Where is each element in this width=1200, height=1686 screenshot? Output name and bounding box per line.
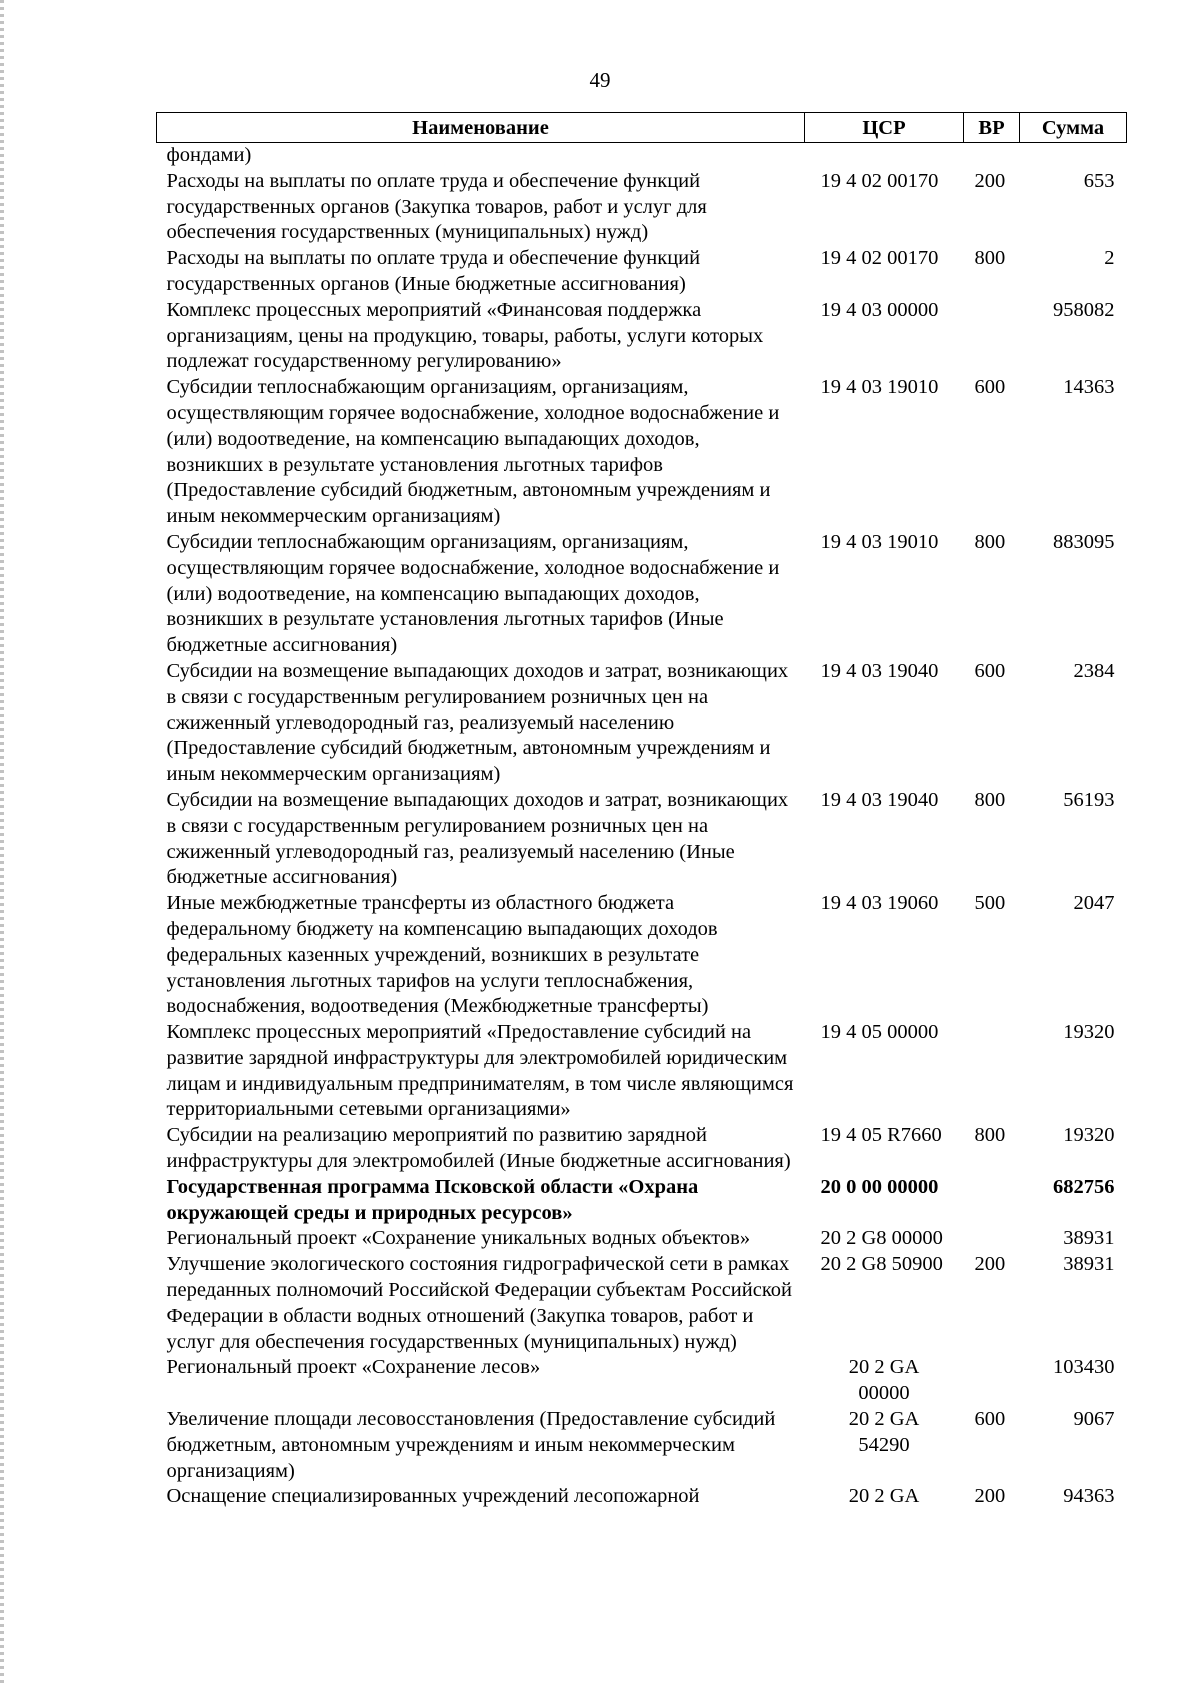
cell-vr: 800 xyxy=(974,530,1006,553)
cell-name: Государственная программа Псковской области «Охрана окружающей среды и природных ресурсов» xyxy=(166,1175,699,1224)
cell-sum: 2384 xyxy=(1073,659,1115,682)
cell-name: фондами) xyxy=(166,144,252,166)
cell-csr: 19 4 02 00170 xyxy=(820,169,939,192)
cell-vr: 800 xyxy=(974,1124,1006,1147)
table-row xyxy=(157,1226,1127,1252)
cell-csr: 19 4 05 00000 xyxy=(820,1021,939,1044)
cell-vr: 200 xyxy=(974,1485,1006,1508)
cell-sum: 19320 xyxy=(1063,1021,1115,1044)
table-row xyxy=(157,1355,1127,1407)
cell-vr: 800 xyxy=(974,788,1006,811)
cell-vr: 500 xyxy=(974,892,1006,915)
table-header xyxy=(157,113,1127,143)
cell-csr: 19 4 03 00000 xyxy=(820,298,939,321)
table-row xyxy=(157,1175,1127,1227)
cell-csr: 19 4 03 19040 xyxy=(820,659,939,682)
header-vr: ВР xyxy=(964,113,1020,143)
table-row xyxy=(157,1123,1127,1175)
table-row xyxy=(157,891,1127,1020)
cell-sum: 883095 xyxy=(1053,530,1115,553)
cell-csr: 19 4 03 19010 xyxy=(820,530,939,553)
cell-csr: 19 4 05 R7660 xyxy=(820,1124,942,1147)
cell-name: Субсидии на возмещение выпадающих доходов и затрат, возникающих в связи с государственным регулированием розничных цен на сжиженный углеводородный газ, реализуемый населению (Иные бюджетные ассигнования) xyxy=(166,788,789,889)
cell-name: Субсидии теплоснабжающим организациям, организациям, осуществляющим горячее водоснабжение, холодное водоснабжение и (или) водоотведение, на компенсацию выпадающих доходов, возникших в результате установления льготных тарифов (Иные бюджетные ассигнования) xyxy=(166,530,780,657)
cell-sum: 958082 xyxy=(1053,298,1115,321)
cell-sum: 14363 xyxy=(1063,376,1115,399)
cell-csr: 20 0 00 00000 xyxy=(820,1175,939,1198)
cell-name: Региональный проект «Сохранение лесов» xyxy=(166,1356,541,1379)
cell-vr: 600 xyxy=(974,376,1006,399)
cell-name: Расходы на выплаты по оплате труда и обеспечение функций государственных органов (Иные бюджетные ассигнования) xyxy=(166,247,701,295)
scan-edge-artifact xyxy=(0,0,4,1686)
cell-csr: 19 4 03 19010 xyxy=(820,376,939,399)
table-row xyxy=(157,246,1127,298)
cell-name: Региональный проект «Сохранение уникальных водных объектов» xyxy=(166,1227,751,1250)
cell-vr xyxy=(964,1020,1020,1123)
cell-name: Комплекс процессных мероприятий «Финансовая поддержка организациям, цены на продукцию, товары, работы, услуги которых подлежат государственному регулированию» xyxy=(166,298,764,373)
cell-sum: 56193 xyxy=(1063,788,1115,811)
cell-vr: 600 xyxy=(974,659,1006,682)
cell-name: Комплекс процессных мероприятий «Предоставление субсидий на развитие зарядной инфраструктуры для электромобилей юридическим лицам и индивидуальным предпринимателям, в том числе являющимся территориальными сетевыми организациями» xyxy=(166,1021,794,1121)
cell-sum: 2047 xyxy=(1073,892,1115,915)
budget-table-container xyxy=(156,112,1126,1510)
table-row xyxy=(157,530,1127,659)
cell-csr xyxy=(805,143,964,169)
table-row xyxy=(157,1407,1127,1484)
cell-name: Иные межбюджетные трансферты из областного бюджета федеральному бюджету на компенсацию выпадающих доходов федеральных казенных учреждений, возникших в результате установления льготных тарифов на услуги теплоснабжения, водоснабжения, водоотведения (Межбюджетные трансферты) xyxy=(166,892,718,1018)
cell-name: Субсидии на реализацию мероприятий по развитию зарядной инфраструктуры для электромобилей (Иные бюджетные ассигнования) xyxy=(166,1124,791,1173)
cell-csr: 20 2 GA xyxy=(848,1485,920,1508)
cell-csr: 19 4 03 19060 xyxy=(820,892,939,915)
cell-name: Субсидии теплоснабжающим организациям, организациям, осуществляющим горячее водоснабжение, холодное водоснабжение и (или) водоотведение, на компенсацию выпадающих доходов, возникших в результате установления льготных тарифов (Предоставление субсидий бюджетным, автономным учреждениям и иным некоммерческим организациям) xyxy=(166,376,780,528)
cell-name: Увеличение площади лесовосстановления (Предоставление субсидий бюджетным, автономным учреждениям и иным некоммерческим организациям) xyxy=(166,1408,776,1482)
cell-sum: 2 xyxy=(1104,247,1115,270)
cell-name: Улучшение экологического состояния гидрографической сети в рамках переданных полномочий Российской Федерации субъектам Российской Федерации в области водных отношений (Закупка товаров, работ и услуг для обеспечения государственных (муниципальных) нужд) xyxy=(166,1253,792,1353)
cell-csr: 20 2 G8 50900 xyxy=(820,1253,943,1276)
cell-csr: 20 2 GA 00000 xyxy=(848,1356,920,1405)
table-row xyxy=(157,1484,1127,1510)
cell-name: Расходы на выплаты по оплате труда и обеспечение функций государственных органов (Закупка товаров, работ и услуг для обеспечения государственных (муниципальных) нужд) xyxy=(166,169,707,244)
cell-sum: 19320 xyxy=(1063,1124,1115,1147)
cell-csr: 19 4 02 00170 xyxy=(820,247,939,270)
cell-sum: 38931 xyxy=(1063,1253,1115,1276)
header-name: Наименование xyxy=(157,113,805,143)
cell-vr xyxy=(964,1355,1020,1407)
page-number: 49 xyxy=(589,68,611,92)
table-row xyxy=(157,375,1127,530)
cell-csr: 20 2 G8 00000 xyxy=(820,1227,943,1250)
cell-vr xyxy=(964,1175,1020,1227)
table-row xyxy=(157,298,1127,375)
table-row xyxy=(157,788,1127,891)
cell-csr: 20 2 GA 54290 xyxy=(848,1408,920,1456)
cell-sum: 653 xyxy=(1083,169,1115,192)
cell-vr xyxy=(964,143,1020,169)
header-row xyxy=(157,113,1127,143)
table-row xyxy=(157,1020,1127,1123)
cell-sum: 94363 xyxy=(1063,1485,1115,1508)
cell-vr xyxy=(964,1226,1020,1252)
cell-vr: 600 xyxy=(974,1408,1006,1431)
table-row xyxy=(157,659,1127,788)
cell-sum: 38931 xyxy=(1063,1227,1115,1250)
table-row xyxy=(157,143,1127,169)
header-csr: ЦСР xyxy=(805,113,964,143)
cell-sum: 682756 xyxy=(1053,1175,1115,1198)
cell-name: Субсидии на возмещение выпадающих доходов и затрат, возникающих в связи с государственным регулированием розничных цен на сжиженный углеводородный газ, реализуемый населению (Предоставление субсидий бюджетным, автономным учреждениям и иным некоммерческим организациям) xyxy=(166,659,789,786)
cell-vr: 800 xyxy=(974,247,1006,270)
cell-csr: 19 4 03 19040 xyxy=(820,788,939,811)
cell-sum xyxy=(1020,143,1127,169)
table-row xyxy=(157,169,1127,246)
cell-vr: 200 xyxy=(974,1253,1006,1276)
table-body xyxy=(157,143,1127,1511)
cell-vr xyxy=(964,298,1020,375)
cell-name: Оснащение специализированных учреждений лесопожарной xyxy=(166,1485,700,1508)
budget-table xyxy=(156,112,1127,1510)
cell-sum: 103430 xyxy=(1053,1356,1115,1379)
cell-sum: 9067 xyxy=(1073,1408,1115,1431)
header-sum: Сумма xyxy=(1020,113,1127,143)
cell-vr: 200 xyxy=(974,169,1006,192)
table-row xyxy=(157,1252,1127,1355)
